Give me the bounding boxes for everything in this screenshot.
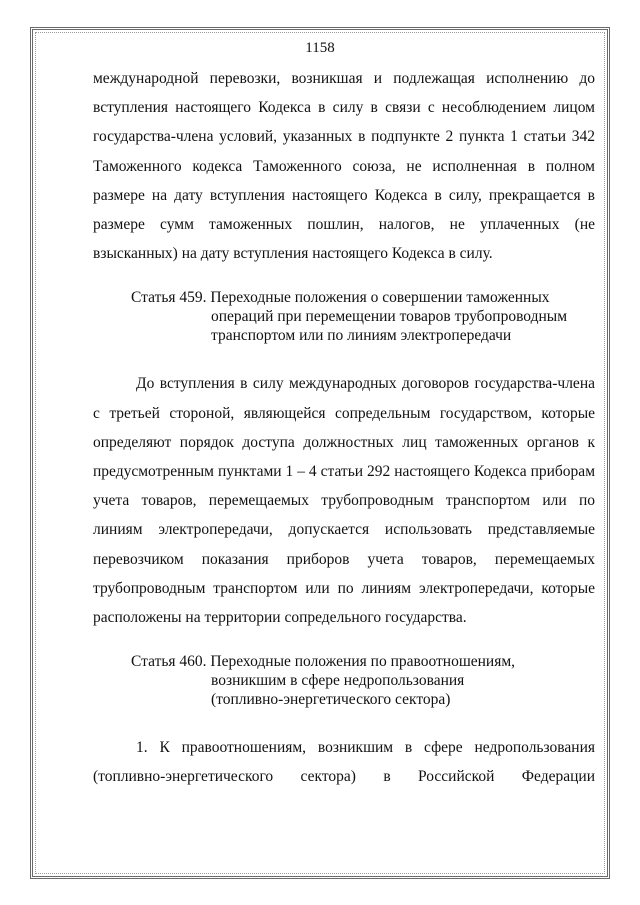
document-body <box>93 64 595 792</box>
page-number: 1158 <box>305 40 335 56</box>
paragraph-continuation: международной перевозки, возникшая и подлежащая исполнению до вступления настоящего Кодекса в силу в связи с несоблюдением лицом государства-члена условий, указанных в подпункте 2 пункта 1 статьи 342 Таможенного кодекса Таможенного союза, не исполненная в полном размере на дату вступления настоящего Кодекса в силу, прекращается в размере сумм таможенных пошлин, налогов, не уплаченных (не взысканных) на дату вступления настоящего Кодекса в силу. <box>93 70 595 263</box>
article-459-title-line-2: операций при перемещении товаров трубопроводным <box>211 308 568 326</box>
article-459-title-line-3: транспортом или по линиям электропередачи <box>211 327 512 345</box>
article-459-paragraph: До вступления в силу международных договоров государства-члена с третьей стороной, являющейся сопредельным государством, которые определяют порядок доступа должностных лиц таможенных органов к предусмотренным пунктами 1 – 4 статьи 292 настоящего Кодекса приборам учета товаров, перемещаемых трубопроводным транспортом или по линиям электропередачи, допускается использовать представляемые перевозчиком показания приборов учета товаров, перемещаемых трубопроводным транспортом или по линиям электропередачи, которые расположены на территории сопредельного государства. <box>93 375 595 627</box>
article-460-paragraph-1: 1. К правоотношениям, возникшим в сфере недропользования (топливно-энергетического сектора) в Российской Федерации <box>93 739 595 786</box>
article-459-heading <box>131 288 595 345</box>
article-460-heading <box>131 652 595 709</box>
article-460-title-line-1: Статья 460. Переходные положения по правоотношениям, <box>131 653 516 671</box>
article-460-title-line-3: (топливно-энергетического сектора) <box>211 691 451 709</box>
article-459-title-line-1: Статья 459. Переходные положения о совершении таможенных <box>131 289 550 307</box>
article-460-title-line-2: возникшим в сфере недропользования <box>211 672 465 690</box>
